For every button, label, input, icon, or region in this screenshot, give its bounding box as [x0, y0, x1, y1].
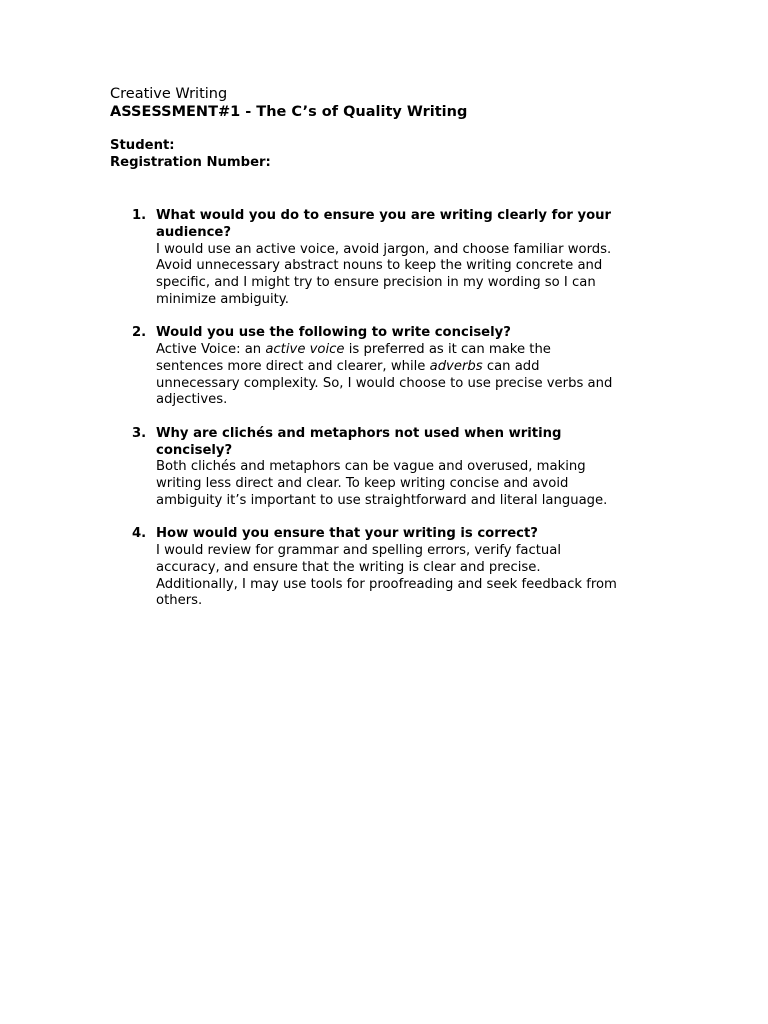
registration-number-label: Registration Number: — [110, 155, 271, 170]
answer-line: adjectives. — [156, 392, 228, 408]
question-text — [156, 325, 670, 342]
question-line: Why are clichés and metaphors not used when writing — [156, 425, 562, 441]
answer-line: Additionally, I may use tools for proofreading and seek feedback from — [156, 576, 617, 592]
question-item-2 — [110, 325, 670, 409]
answer-emphasis: adverbs — [429, 358, 483, 374]
answer-line — [156, 359, 670, 376]
answer-line: I would use an active voice, avoid jargon, and choose familiar words. — [156, 241, 612, 257]
answer-line: Both clichés and metaphors can be vague and overused, making — [156, 459, 586, 475]
question-line: concisely? — [156, 442, 233, 458]
answer-line: others. — [156, 593, 203, 609]
question-line: audience? — [156, 224, 231, 240]
question-line: Would you use the following to write concisely? — [156, 325, 511, 341]
answer-line: minimize ambiguity. — [156, 291, 289, 307]
answer-line: unnecessary complexity. So, I would choose to use precise verbs and — [156, 375, 613, 391]
question-text — [156, 526, 670, 543]
question-item-1 — [110, 208, 670, 309]
question-line: How would you ensure that your writing is correct? — [156, 526, 538, 542]
answer-line — [156, 342, 670, 359]
answer-fragment: is preferred as it can make the — [344, 342, 551, 358]
question-number: 3. — [132, 425, 147, 441]
answer-fragment: sentences more direct and clearer, while — [156, 358, 430, 374]
answer-line: specific, and I might try to ensure precision in my wording so I can — [156, 275, 596, 291]
answer-text — [156, 459, 670, 509]
document-heading — [110, 85, 467, 121]
answer-emphasis: active voice — [265, 342, 345, 358]
course-title: Creative Writing — [110, 86, 228, 102]
answer-fragment: Active Voice: an — [156, 342, 266, 358]
question-list — [110, 208, 670, 627]
student-label: Student: — [110, 138, 175, 153]
question-line: What would you do to ensure you are writing clearly for your — [156, 208, 612, 223]
answer-line: accuracy, and ensure that the writing is clear and precise. — [156, 559, 541, 575]
question-number: 2. — [132, 325, 147, 341]
answer-line: I would review for grammar and spelling errors, verify factual — [156, 543, 562, 559]
answer-fragment: can add — [482, 358, 540, 374]
assessment-title: ASSESSMENT#1 - The C’s of Quality Writing — [110, 104, 468, 120]
question-item-3 — [110, 426, 670, 510]
answer-line: Avoid unnecessary abstract nouns to keep the writing concrete and — [156, 258, 603, 274]
question-item-4 — [110, 526, 670, 610]
question-number: 4. — [132, 526, 147, 542]
question-number: 1. — [132, 208, 147, 223]
answer-text — [156, 342, 670, 409]
student-info — [110, 137, 271, 171]
answer-text — [156, 242, 670, 309]
answer-line: ambiguity it’s important to use straightforward and literal language. — [156, 492, 608, 508]
answer-line: writing less direct and clear. To keep writing concise and avoid — [156, 476, 569, 492]
question-text — [156, 426, 670, 460]
question-text — [156, 208, 670, 242]
answer-text — [156, 543, 670, 610]
